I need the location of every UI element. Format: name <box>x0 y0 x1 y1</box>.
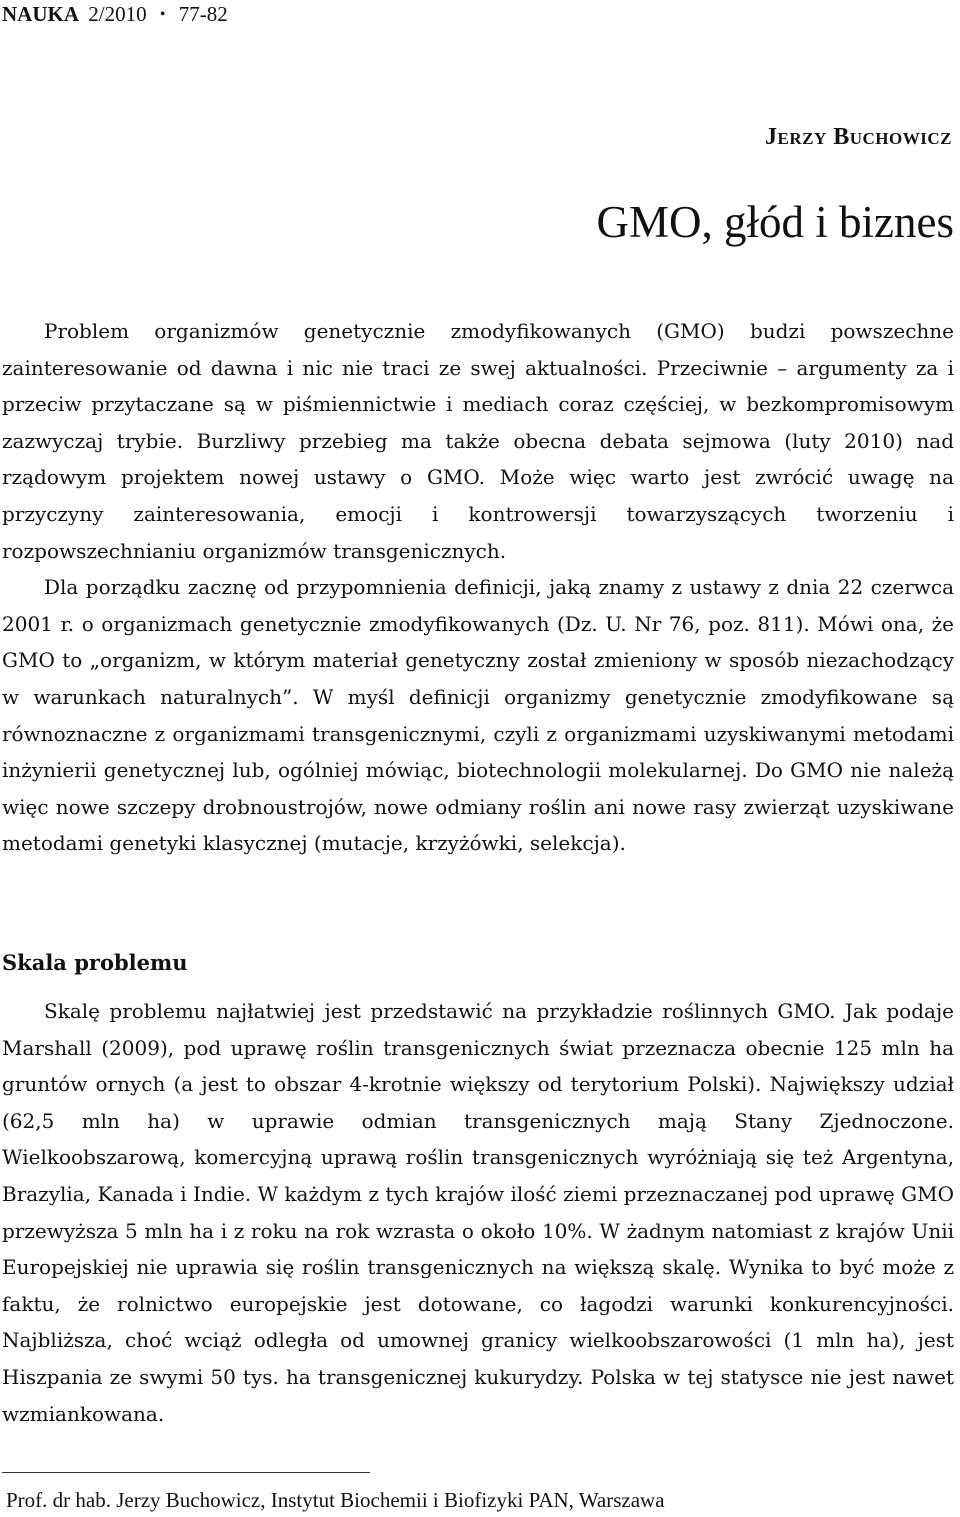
paragraph: Problem organizmów genetycznie zmodyfikowanych (GMO) budzi powszechne zainteresowanie od dawna i nic nie traci ze swej aktualności. Przeciwnie – argumenty za i przeciw przytaczane są w piśmiennictwie i mediach coraz częściej, w bezkompromisowym zazwyczaj trybie. Burzliwy przebieg ma także obecna debata sejmowa (luty 2010) nad rządowym projektem nowej ustawy o GMO. Może więc warto jest zwrócić uwagę na przyczyny zainteresowania, emocji i kontrowersji towarzyszących tworzeniu i rozpowszechnianiu organizmów transgenicznych. <box>2 319 954 563</box>
intro-section <box>2 313 954 862</box>
running-header <box>2 2 228 27</box>
article-author: Jerzy Buchowicz <box>765 124 952 150</box>
paragraph: Dla porządku zacznę od przypomnienia definicji, jaką znamy z ustawy z dnia 22 czerwca 2001 r. o organizmach genetycznie zmodyfikowanych (Dz. U. Nr 76, poz. 811). Mówi ona, że GMO to „organizm, w którym materiał genetyczny został zmieniony w sposób niezachodzący w warunkach naturalnych”. W myśl definicji organizmy genetycznie zmodyfikowane są równoznaczne z organizmami transgenicznymi, czyli z organizmami uzyskiwanymi metodami inżynierii genetycznej lub, ogólniej mówiąc, biotechnologii molekularnej. Do GMO nie należą więc nowe szczepy drobnoustrojów, nowe odmiany roślin ani nowe rasy zwierząt uzyskiwane metodami genetyki klasycznej (mutacje, krzyżówki, selekcja). <box>2 575 954 856</box>
bullet-separator-icon: • <box>159 6 166 23</box>
issue-number: 2/2010 <box>88 2 147 26</box>
scale-section <box>2 993 954 1432</box>
article-title: GMO, głód i biznes <box>596 197 954 247</box>
journal-name: NAUKA <box>2 2 79 26</box>
page-range: 77-82 <box>178 2 228 26</box>
author-affiliation-footnote: Prof. dr hab. Jerzy Buchowicz, Instytut Biochemii i Biofizyki PAN, Warszawa <box>6 1488 665 1512</box>
paragraph: Skalę problemu najłatwiej jest przedstawić na przykładzie roślinnych GMO. Jak podaje Marshall (2009), pod uprawę roślin transgenicznych świat przeznacza obecnie 125 mln ha gruntów ornych (a jest to obszar 4-krotnie większy od terytorium Polski). Największy udział (62,5 mln ha) w uprawie odmian transgenicznych mają Stany Zjednoczone. Wielkoobszarową, komercyjną uprawą roślin transgenicznych wyróżniają się też Argentyna, Brazylia, Kanada i Indie. W każdym z tych krajów ilość ziemi przeznaczanej pod uprawę GMO przewyższa 5 mln ha i z roku na rok wzrasta o około 10%. W żadnym natomiast z krajów Unii Europejskiej nie uprawia się roślin transgenicznych na większą skalę. Wynika to być może z faktu, że rolnictwo europejskie jest dotowane, co łagodzi warunki konkurencyjności. Najbliższa, choć wciąż odległa od umownej granicy wielkoobszarowości (1 mln ha), jest Hiszpania ze swymi 50 tys. ha transgenicznej kukurydzy. Polska w tej statysce nie jest nawet wzmiankowana. <box>2 999 954 1426</box>
footnote-divider <box>2 1472 370 1473</box>
section-heading: Skala problemu <box>2 950 188 975</box>
